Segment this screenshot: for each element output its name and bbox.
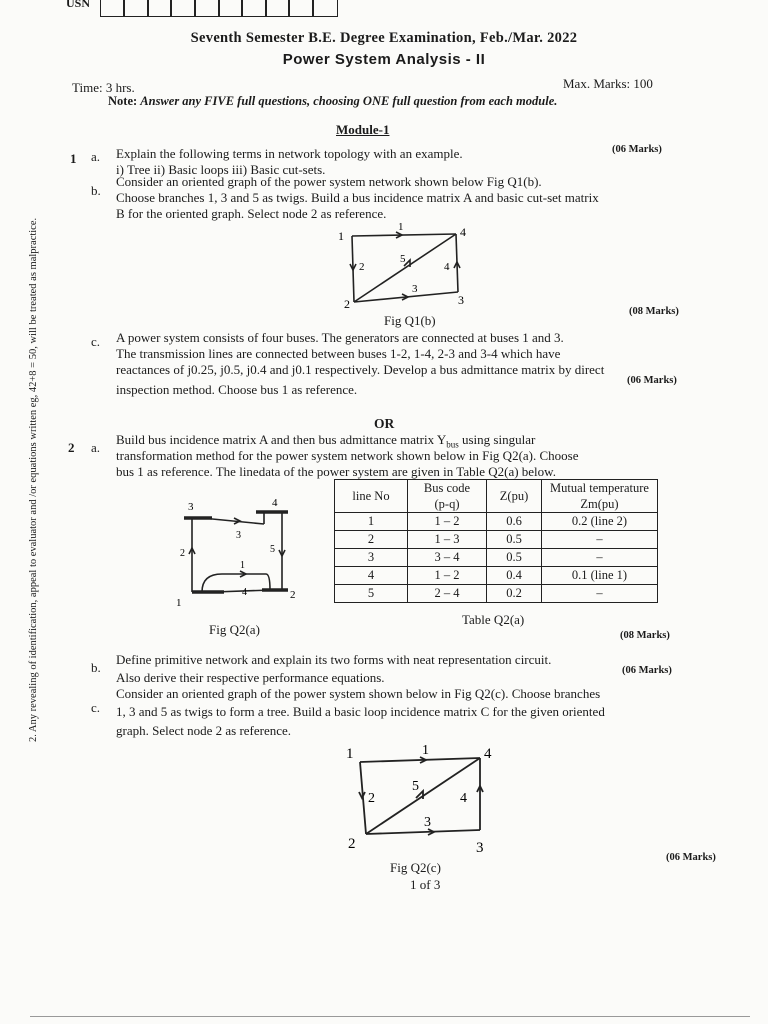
subject-title: Power System Analysis - II [282, 51, 486, 68]
svg-text:2: 2 [290, 589, 296, 601]
q1c-line2: The transmission lines are connected between buses 1-2, 1-4, 2-3 and 3-4 which have [116, 346, 561, 361]
or-separator: OR [374, 416, 395, 431]
table-row: 5 2 – 4 0.2 – [335, 585, 658, 603]
svg-text:1: 1 [176, 597, 182, 609]
fig-q2a-caption: Fig Q2(a) [209, 622, 260, 637]
instruction-note: Note: Answer any FIVE full questions, choosing ONE full question from each module. [108, 94, 558, 108]
q1b-line1: Consider an oriented graph of the power system network shown below Fig Q1(b). [116, 174, 542, 189]
q1a-subitems: i) Tree ii) Basic loops iii) Basic cut-sets. [116, 162, 326, 177]
malpractice-side-note: 2. Any revealing of identification, appeal to evaluator and /or equations written eg, 42+8 = 50, will be treated as malpractice. [28, 217, 39, 742]
q2c-line3: graph. Select node 2 as reference. [116, 723, 292, 738]
q1a-text: Explain the following terms in network topology with an example. [116, 146, 463, 161]
svg-text:4: 4 [272, 497, 278, 509]
svg-text:3: 3 [188, 501, 194, 513]
q2c-line2: 1, 3 and 5 as twigs to form a tree. Build a basic loop incidence matrix C for the given oriented [116, 704, 605, 719]
fig-q2c-caption: Fig Q2(c) [390, 860, 441, 875]
max-marks: Max. Marks: 100 [563, 76, 653, 91]
table-row: 2 1 – 3 0.5 – [335, 531, 658, 549]
q2a-line2: transformation method for the power system network shown below in Fig Q2(a). Choose [116, 448, 579, 463]
table-row: 1 1 – 2 0.6 0.2 (line 2) [335, 513, 658, 531]
module-heading: Module-1 [336, 122, 390, 137]
table-header-row: line No Bus code (p-q) Z(pu) Mutual temperature Zm(pu) [335, 480, 658, 513]
q2c-label: c. [91, 700, 101, 715]
line-data-table [334, 479, 658, 603]
svg-text:4: 4 [460, 791, 467, 806]
q1a-label: a. [91, 149, 101, 164]
svg-text:3: 3 [458, 293, 464, 307]
page-bottom-edge [30, 1016, 750, 1017]
time-label: Time: 3 hrs. [72, 80, 135, 95]
q2b-line2: Also derive their respective performance equations. [116, 670, 385, 685]
fig-q1b-caption: Fig Q1(b) [384, 313, 436, 328]
svg-text:5: 5 [270, 544, 275, 555]
svg-text:2: 2 [359, 261, 365, 273]
fig-q2c-graph [336, 740, 500, 858]
svg-text:1: 1 [398, 222, 404, 233]
q1b-line2: Choose branches 1, 3 and 5 as twigs. Build a bus incidence matrix A and basic cut-set matrix [116, 190, 599, 205]
q2a-marks: (08 Marks) [620, 630, 670, 641]
usn-label: USN [66, 0, 91, 10]
q2c-line1: Consider an oriented graph of the power system shown below in Fig Q2(c). Choose branches [116, 686, 601, 701]
svg-text:3: 3 [412, 283, 418, 295]
svg-text:1: 1 [422, 743, 429, 758]
q1c-line3: reactances of j0.25, j0.5, j0.4 and j0.1 respectively. Develop a bus admittance matrix by direct [116, 362, 605, 377]
question-number-2: 2 [68, 440, 75, 455]
q1c-label: c. [91, 334, 101, 349]
q2a-label: a. [91, 440, 101, 455]
q1c-line4: inspection method. Choose bus 1 as reference. [116, 382, 358, 397]
q2a-line3: bus 1 as reference. The linedata of the power system are given in Table Q2(a) below. [116, 464, 556, 479]
q1b-label: b. [91, 183, 101, 198]
svg-text:5: 5 [412, 779, 419, 794]
q2a-line1: Build bus incidence matrix A and then bus admittance matrix $Y_{bus}$ using singular [116, 432, 536, 450]
exam-title: Seventh Semester B.E. Degree Examination, Feb./Mar. 2022 [190, 30, 578, 46]
svg-text:1: 1 [338, 229, 344, 243]
svg-text:4: 4 [484, 746, 492, 762]
svg-text:4: 4 [460, 225, 466, 239]
q2b-label: b. [91, 660, 101, 675]
fig-q1b-graph [332, 222, 482, 314]
table-q2a-caption: Table Q2(a) [462, 612, 525, 627]
q1a-marks: (06 Marks) [612, 144, 662, 155]
table-row: 3 3 – 4 0.5 – [335, 549, 658, 567]
q1c-line1: A power system consists of four buses. The generators are connected at buses 1 and 3. [116, 330, 564, 345]
svg-text:5: 5 [400, 253, 406, 265]
svg-text:2: 2 [180, 548, 185, 559]
svg-text:1: 1 [240, 560, 245, 571]
svg-text:3: 3 [424, 815, 431, 830]
q2c-marks: (06 Marks) [666, 852, 716, 863]
question-number-1: 1 [70, 151, 77, 166]
svg-text:3: 3 [476, 840, 484, 856]
q1b-line3: B for the oriented graph. Select node 2 as reference. [116, 206, 387, 221]
q2b-line1: Define primitive network and explain its two forms with neat representation circuit. [116, 652, 552, 667]
fig-q2a-network [172, 494, 312, 612]
svg-text:4: 4 [242, 587, 247, 598]
q1c-marks: (06 Marks) [627, 375, 677, 386]
svg-text:3: 3 [236, 530, 241, 541]
svg-text:2: 2 [368, 791, 375, 806]
table-row: 4 1 – 2 0.4 0.1 (line 1) [335, 567, 658, 585]
q1b-marks: (08 Marks) [629, 306, 679, 317]
q2b-marks: (06 Marks) [622, 665, 672, 676]
svg-text:4: 4 [444, 261, 450, 273]
svg-text:2: 2 [348, 836, 356, 852]
svg-text:2: 2 [344, 297, 350, 311]
svg-text:1: 1 [346, 746, 354, 762]
page-number: 1 of 3 [410, 877, 441, 892]
